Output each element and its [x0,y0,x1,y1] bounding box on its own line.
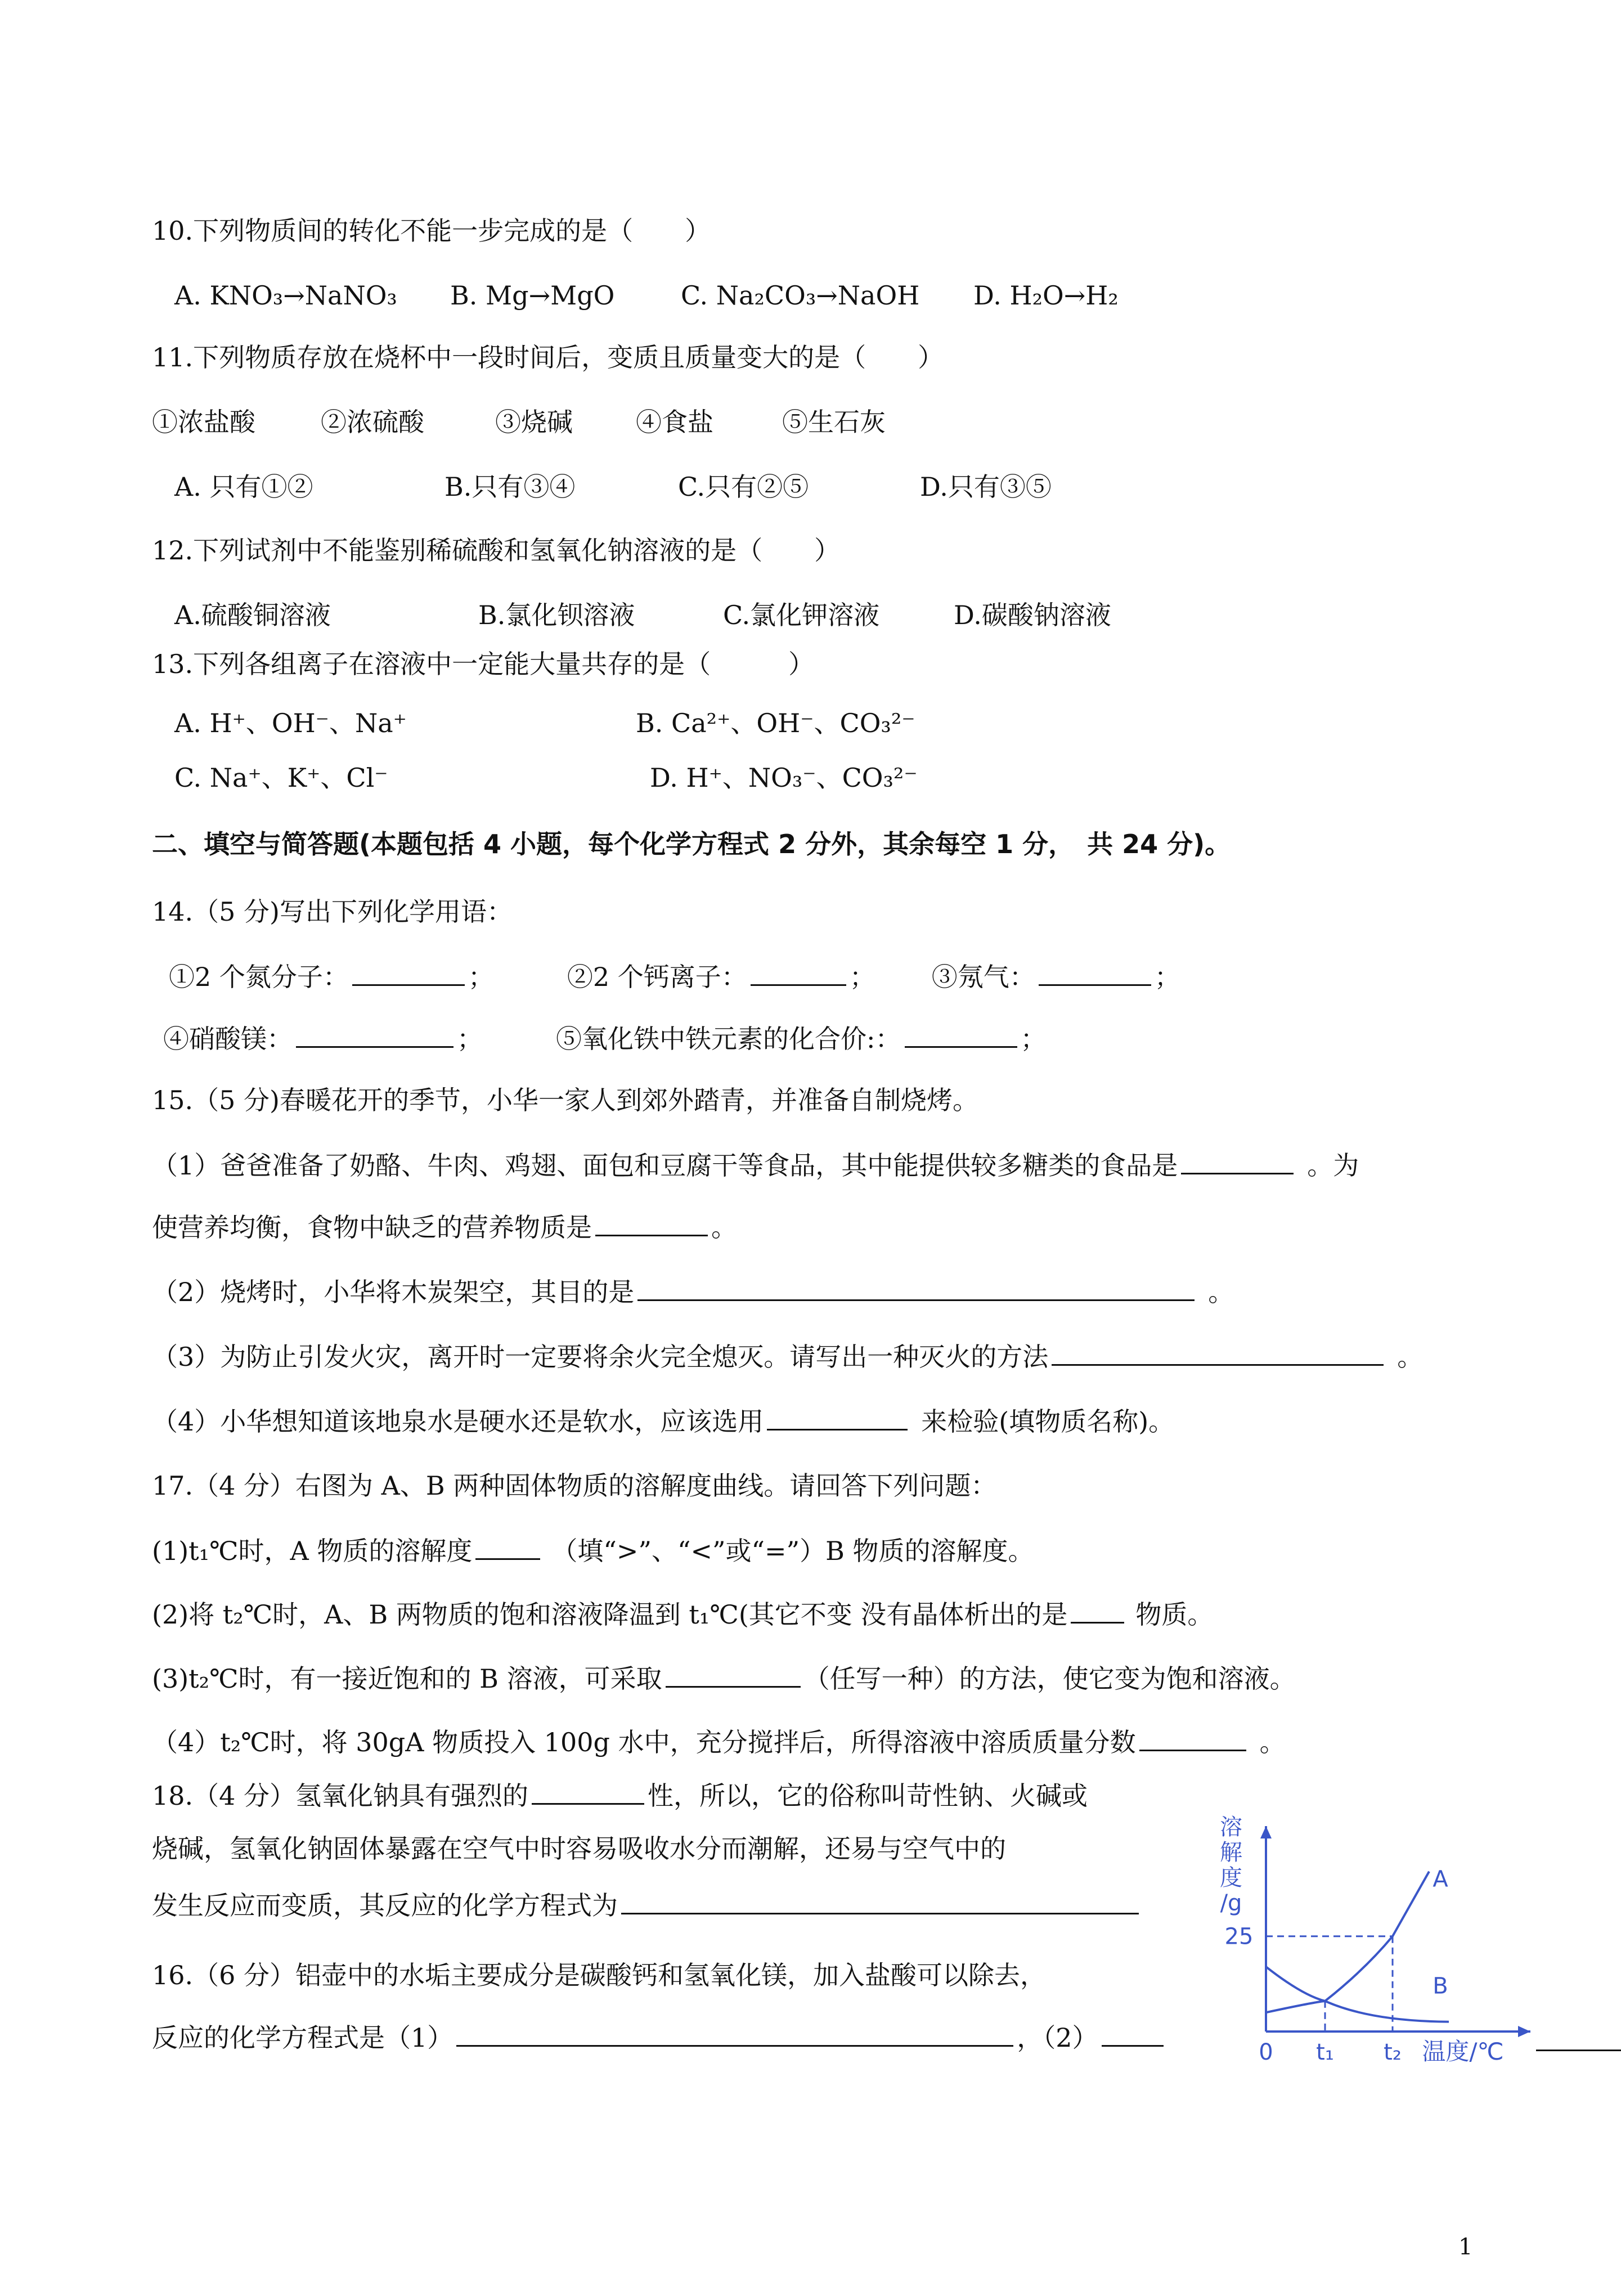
q14-item-4-label: ④硝酸镁： [163,1024,293,1054]
q16-blank-1[interactable] [456,2020,1013,2047]
q11-option-c: C.只有②⑤ [678,472,809,502]
q14-blank-1[interactable] [352,959,465,986]
q14-sep-1: ； [468,962,494,992]
q14-blank-4[interactable] [296,1021,453,1048]
x-tick-origin: 0 [1259,2039,1273,2065]
q17-blank-3[interactable] [666,1661,801,1688]
q15-part-3: （3）为防止引发火灾，离开时一定要将余火完全熄灭。请写出一种灭火的方法 。 [152,1339,1423,1374]
q13-option-a: A. H⁺、OH⁻、Na⁺ [174,708,407,738]
q11-item-1: ①浓盐酸 [152,407,255,437]
q11-item-4: ④食盐 [636,407,713,437]
q15-part-2: （2）烧烤时，小华将木炭架空，其目的是 。 [152,1275,1234,1309]
q11-item-2: ②浓硫酸 [321,407,424,437]
q17-blank-2[interactable] [1071,1597,1124,1624]
q15-part-4: （4）小华想知道该地泉水是硬水还是软水，应该选用 来检验(填物质名称)。 [152,1404,1174,1438]
q14-stem: 14.（5 分)写出下列化学用语： [152,896,513,927]
q17-blank-1[interactable] [475,1533,540,1560]
q14-blank-2[interactable] [751,959,846,986]
q14-row-1 [169,959,1180,994]
q15-blank-5[interactable] [767,1404,908,1430]
q13-option-d: D. H⁺、NO₃⁻、CO₃²⁻ [650,763,918,793]
q15-blank-3[interactable] [637,1275,1195,1301]
x-tick-t2: t₂ [1384,2039,1402,2065]
q11-item-3: ③烧碱 [495,407,573,437]
y-tick-label: 25 [1224,1923,1254,1950]
q15-stem: 15.（5 分)春暖花开的季节，小华一家人到郊外踏青，并准备自制烧烤。 [152,1085,978,1115]
y-axis-label-char: /g [1220,1890,1242,1916]
q14-sep-3: ； [1154,962,1180,992]
x-axis-arrow [1518,2026,1530,2037]
series-a-curve [1266,1872,1429,2013]
q14-sep-2: ； [849,962,875,992]
q18-blank-1[interactable] [532,1778,644,1805]
q16-line-2: 反应的化学方程式是（1） ，（2） [152,2020,1167,2055]
q17-part-4: （4）t₂℃时，将 30gA 物质投入 100g 水中，充分搅拌后，所得溶液中溶质质量分数 。 [152,1725,1286,1759]
y-axis-label-char: 溶 [1220,1814,1242,1840]
q10-option-c: C. Na₂CO₃→NaOH [681,280,920,311]
q18-line-1: 18.（4 分）氢氧化钠具有强烈的 性，所以，它的俗称叫苛性钠、火碱或 [152,1778,1088,1813]
q16-line-1: 16.（6 分）铝壶中的水垢主要成分是碳酸钙和氢氧化镁，加入盐酸可以除去， [152,1960,1047,1990]
q14-row-2 [163,1021,1047,1056]
q17-part-2: (2)将 t₂℃时，A、B 两物质的饱和溶液降温到 t₁℃(其它不变 没有晶体析出的是 物质。 [152,1597,1213,1631]
q14-sep-5: ； [1020,1024,1047,1054]
q11-item-5: ⑤生石灰 [782,407,886,437]
q14-sep-4: ； [457,1024,483,1054]
solubility-chart [1215,1809,1575,2074]
y-axis-label-char: 解 [1220,1840,1242,1866]
q14-item-2-label: ②2 个钙离子： [567,962,747,992]
page-number: 1 [1458,2234,1473,2260]
q13-stem: 13.下列各组离子在溶液中一定能大量共存的是（ ） [152,649,815,679]
q17-part-1: (1)t₁℃时，A 物质的溶解度 （填“>”、“<”或“=”）B 物质的溶解度。 [152,1533,1034,1568]
q11-stem: 11.下列物质存放在烧杯中一段时间后，变质且质量变大的是（ ） [152,342,944,373]
q11-option-a: A. 只有①② [174,472,313,502]
q15-blank-1[interactable] [1181,1148,1294,1174]
q12-option-d: D.碳酸钠溶液 [954,600,1111,630]
x-tick-t1: t₁ [1316,2039,1334,2065]
q18-line-2: 烧碱，氢氧化钠固体暴露在空气中时容易吸收水分而潮解，还易与空气中的 [152,1833,1006,1864]
q15-part-1: （1）爸爸准备了奶酪、牛肉、鸡翅、面包和豆腐干等食品，其中能提供较多糖类的食品是 。为 [152,1148,1359,1182]
q12-option-b: B.氯化钡溶液 [478,600,635,630]
section-2-heading: 二、填空与简答题(本题包括 4 小题，每个化学方程式 2 分外，其余每空 1 分， 共 24 分)。 [152,829,1231,859]
q17-part-3: (3)t₂℃时，有一接近饱和的 B 溶液，可采取 （任写一种）的方法，使它变为饱和溶液。 [152,1661,1296,1696]
series-b-label: B [1433,1973,1448,1999]
q13-option-b: B. Ca²⁺、OH⁻、CO₃²⁻ [636,708,915,738]
q18-line-3: 发生反应而变质，其反应的化学方程式为 [152,1888,1142,1922]
q14-item-3-label: ③氖气： [931,962,1035,992]
q15-blank-2[interactable] [595,1210,708,1236]
q12-option-c: C.氯化钾溶液 [723,600,880,630]
q14-blank-5[interactable] [905,1021,1017,1048]
q10-option-d: D. H₂O→H₂ [973,280,1119,311]
y-axis-label-char: 度 [1220,1865,1242,1891]
q17-stem: 17.（4 分）右图为 A、B 两种固体物质的溶解度曲线。请回答下列问题： [152,1470,997,1501]
q14-item-1-label: ①2 个氮分子： [169,962,349,992]
q18-blank-2[interactable] [621,1888,1139,1914]
q11-option-b: B.只有③④ [444,472,576,502]
q10-stem: 10.下列物质间的转化不能一步完成的是（ ） [152,216,711,246]
q10-option-b: B. Mg→MgO [450,280,615,311]
q10-option-a: A. KNO₃→NaNO₃ [174,280,397,311]
q15-blank-4[interactable] [1052,1339,1384,1366]
q12-option-a: A.硫酸铜溶液 [174,600,331,630]
series-b-curve [1266,1967,1449,2022]
q14-blank-3[interactable] [1039,959,1151,986]
q14-item-5-label: ⑤氧化铁中铁元素的化合价:： [556,1024,901,1054]
q15-part-1-cont: 使营养均衡，食物中缺乏的营养物质是 。 [152,1210,737,1244]
q13-option-c: C. Na⁺、K⁺、Cl⁻ [174,763,388,793]
y-axis-arrow [1260,1826,1272,1838]
q11-option-d: D.只有③⑤ [920,472,1052,502]
series-a-label: A [1433,1866,1448,1893]
x-axis-label: 温度/℃ [1422,2038,1504,2065]
q12-stem: 12.下列试剂中不能鉴别稀硫酸和氢氧化钠溶液的是（ ） [152,535,841,566]
q17-blank-4[interactable] [1139,1725,1246,1751]
q16-blank-2[interactable] [1102,2020,1164,2047]
